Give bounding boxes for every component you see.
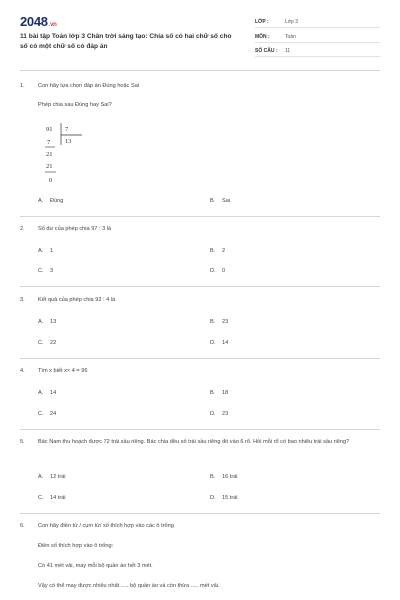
question-6-fill-blank[interactable]: Vậy có thể may được nhiều nhất ..... bộ quần áo và còn thừa ..... mét vải.	[38, 583, 220, 589]
divider	[20, 429, 380, 430]
question-5-number: 5.	[20, 439, 25, 445]
q3-option-b[interactable]: B. 23	[210, 319, 229, 325]
q5-option-c[interactable]: C. 14 trái	[38, 495, 66, 501]
q4-option-d[interactable]: D. 23	[210, 411, 229, 417]
q2-option-c[interactable]: C. 3	[38, 268, 54, 274]
question-1-number: 1.	[20, 83, 25, 89]
question-6-problem: Có 41 mét vải, may mỗi bộ quần áo hết 3 mét.	[38, 563, 153, 569]
worksheet-title: 11 bài tập Toán lớp 3 Chân trời sáng tạo: Chia số có hai chữ số cho số có một chữ số có đáp án	[20, 33, 232, 50]
question-5-text: Bác Nam thu hoạch được 72 trái sầu riêng. Bác chia đều số trái sầu riêng đó vào 6 rổ. Hỏi mỗi rổ có bao nhiêu trái sầu riêng?	[38, 439, 350, 445]
q2-option-b[interactable]: B. 2	[210, 248, 226, 254]
question-2-text: Số dư của phép chia 97 : 3 là	[38, 226, 112, 232]
meta-question-count: SỐ CÂU : 11	[255, 46, 380, 57]
question-1-subtext: Phép chia sau Đúng hay Sai?	[38, 102, 112, 108]
question-4-text: Tìm x biết x× 4 = 96	[38, 368, 88, 374]
divider	[20, 358, 380, 359]
q3-option-d[interactable]: D. 14	[210, 340, 229, 346]
question-1-text: Con hãy lựa chọn đáp án Đúng hoặc Sai	[38, 83, 140, 89]
q4-option-c[interactable]: C. 24	[38, 411, 57, 417]
q4-option-a[interactable]: A. 14	[38, 390, 57, 396]
q2-option-a[interactable]: A. 1	[38, 248, 54, 254]
question-4-number: 4.	[20, 368, 25, 374]
subtrahend-2: 21	[46, 163, 53, 170]
divider	[20, 216, 380, 217]
q1-option-a[interactable]: A. Đúng	[38, 198, 64, 204]
q2-option-d[interactable]: D. 0	[210, 268, 226, 274]
quotient: 13	[65, 138, 72, 145]
divider	[20, 513, 380, 514]
question-6-instruction: Điền số thích hợp vào ô trống:	[38, 543, 114, 549]
q3-option-c[interactable]: C. 22	[38, 340, 57, 346]
remainder-final: 0	[49, 177, 53, 184]
q1-option-b[interactable]: B. Sai	[210, 198, 231, 204]
remainder-1: 21	[46, 151, 53, 158]
divider	[20, 286, 380, 287]
dividend: 91	[46, 126, 53, 133]
question-2-number: 2.	[20, 226, 25, 232]
q4-option-b[interactable]: B. 18	[210, 390, 229, 396]
question-6-text: Con hãy điền từ / cụm từ/ số thích hợp vào các ô trống	[38, 523, 174, 529]
q5-option-d[interactable]: D. 15 trái	[210, 495, 238, 501]
worksheet-header	[0, 0, 400, 70]
q5-option-a[interactable]: A. 12 trái	[38, 474, 66, 480]
question-6-number: 6.	[20, 523, 25, 529]
question-3-text: Kết quả của phép chia 92 : 4 là	[38, 297, 116, 303]
subtrahend-1: 7	[47, 139, 51, 146]
meta-subject: MÔN : Toán	[255, 32, 380, 43]
divisor: 7	[65, 126, 69, 133]
question-3-number: 3.	[20, 297, 25, 303]
q5-option-b[interactable]: B. 16 trái	[210, 474, 238, 480]
long-division-figure	[40, 122, 100, 187]
header-divider	[20, 70, 380, 71]
site-logo[interactable]: 2048.vn	[20, 14, 57, 29]
meta-grade: LỚP : Lớp 3	[255, 17, 380, 28]
q3-option-a[interactable]: A. 13	[38, 319, 57, 325]
